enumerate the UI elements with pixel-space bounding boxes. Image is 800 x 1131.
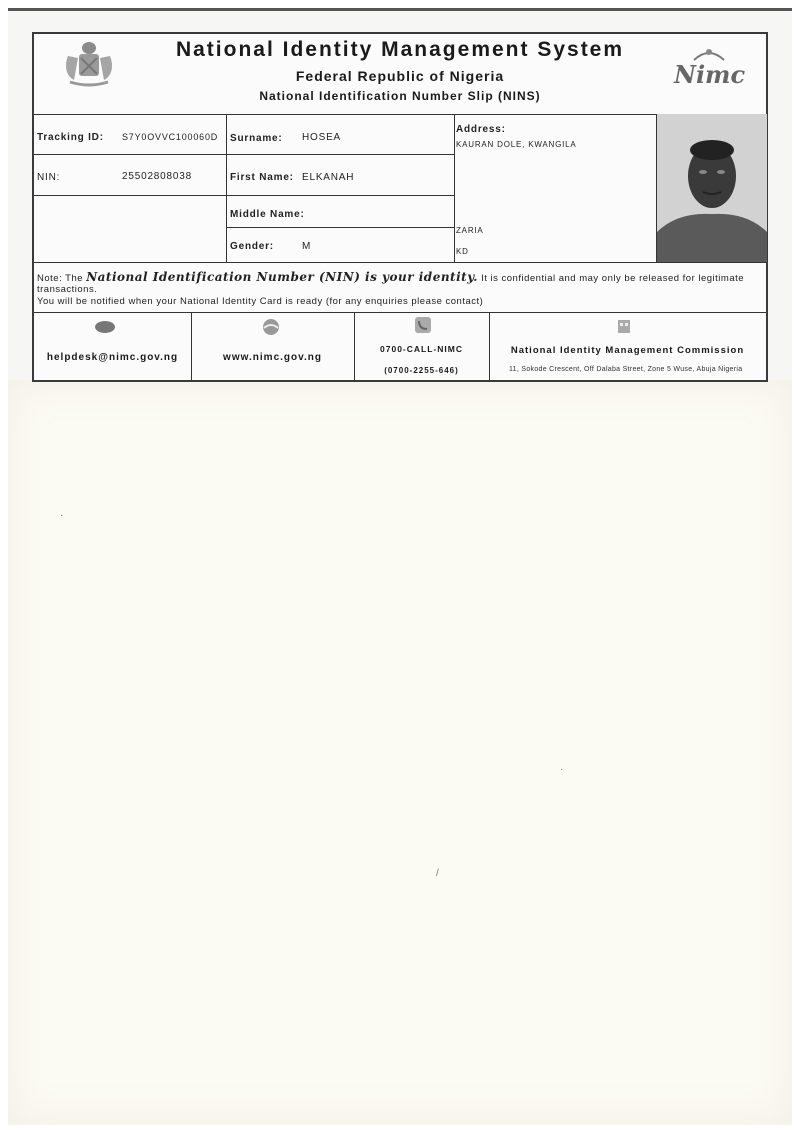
divider	[34, 262, 766, 263]
building-icon	[617, 318, 631, 334]
divider	[454, 114, 455, 262]
portrait-image	[657, 114, 767, 262]
phone-icon	[414, 316, 432, 334]
nin-value: 25502808038	[122, 171, 192, 182]
paper-speck: ·	[560, 764, 564, 775]
divider	[34, 154, 454, 155]
web-icon	[262, 318, 280, 336]
page-subtitle: Federal Republic of Nigeria	[295, 68, 505, 84]
phone-number: 0700-CALL-NIMC	[380, 344, 463, 354]
org-name: National Identity Management Commission	[510, 345, 745, 356]
nimc-logo	[674, 46, 744, 90]
address-line: KAURAN DOLE, KWANGILA	[456, 140, 577, 149]
nin-slip	[32, 32, 768, 382]
tracking-id-label: Tracking ID:	[37, 132, 104, 143]
helpdesk-email: helpdesk@nimc.gov.ng	[46, 352, 179, 363]
tracking-id-value: S7Y0OVVC100060D	[122, 132, 219, 142]
address-state: KD	[456, 247, 469, 256]
nimc-logo-text: Nimc	[674, 60, 746, 89]
divider	[226, 114, 227, 262]
address-city: ZARIA	[456, 226, 484, 235]
surname-value: HOSEA	[302, 132, 342, 143]
divider	[226, 227, 454, 228]
divider	[191, 312, 192, 382]
note-suffix: It is confidential and may only be released for legitimate transactions.	[37, 273, 745, 295]
org-address: 11, Sokode Crescent, Off Dalaba Street, Zone 5 Wuse, Abuja Nigeria	[509, 366, 743, 373]
address-label: Address:	[456, 124, 506, 135]
divider	[34, 195, 454, 196]
slip-header	[34, 34, 766, 115]
paper-speck: /	[436, 868, 439, 879]
phone-digits: (0700-2255-646)	[384, 366, 459, 375]
note-line-2: You will be notified when your National Identity Card is ready (for any enquiries please contact)	[37, 296, 484, 307]
blank-paper	[8, 380, 792, 1125]
surname-label: Surname:	[230, 133, 283, 144]
middle-name-label: Middle Name:	[230, 209, 305, 220]
paper-speck: ·	[60, 510, 64, 521]
note-prefix: Note: The	[37, 273, 84, 284]
email-icon	[94, 320, 116, 334]
gender-label: Gender:	[230, 241, 274, 252]
first-name-value: ELKANAH	[302, 172, 355, 183]
website: www.nimc.gov.ng	[223, 352, 322, 363]
note-line-1	[37, 270, 766, 295]
first-name-label: First Name:	[230, 172, 294, 183]
nin-label: NIN:	[37, 172, 61, 183]
slip-title: National Identification Number Slip (NINS)	[259, 89, 541, 103]
page-title: National Identity Management System	[175, 38, 625, 61]
note-emphasis: National Identification Number (NIN) is your identity.	[86, 270, 478, 284]
gender-value: M	[302, 241, 312, 252]
passport-photo	[656, 114, 767, 262]
divider	[34, 312, 766, 313]
